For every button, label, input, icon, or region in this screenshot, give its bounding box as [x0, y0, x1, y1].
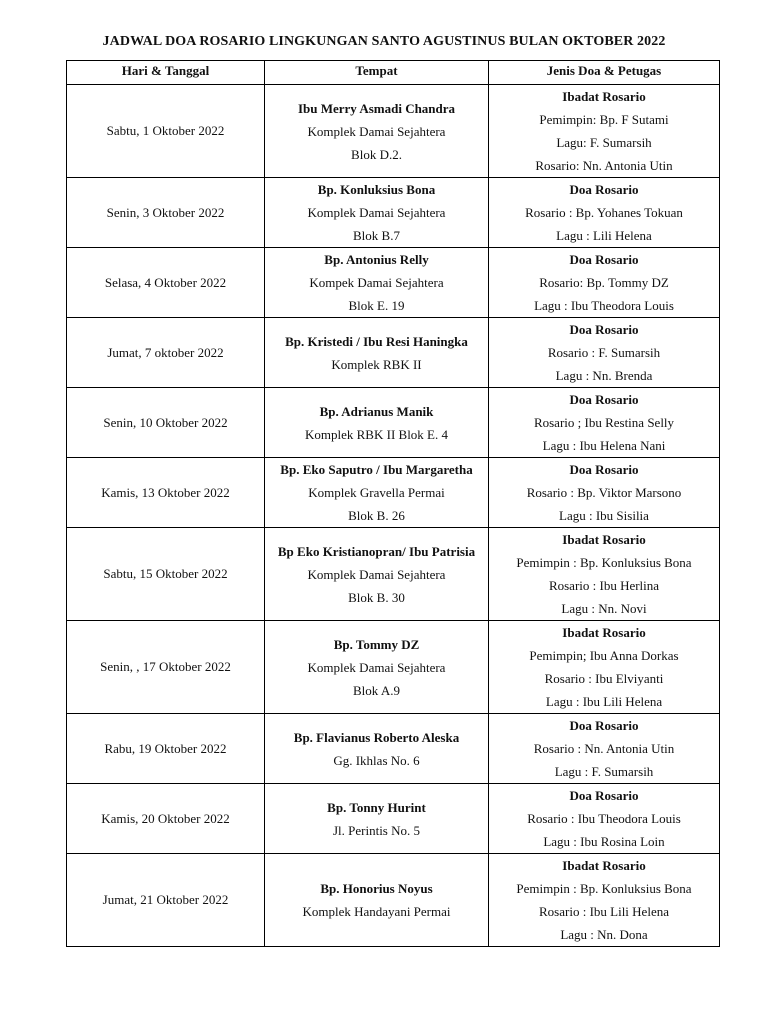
place-address-line: Komplek Damai Sejahtera — [307, 659, 446, 675]
prayer-officers-cell — [489, 318, 720, 388]
officer-line: Rosario : Ibu Lili Helena — [539, 904, 669, 919]
place-address-line: Komplek Damai Sejahtera — [307, 205, 446, 220]
host-name: Bp. Honorius Noyus — [320, 881, 433, 896]
prayer-officers-cell — [489, 528, 720, 621]
prayer-type: Doa Rosario — [569, 462, 639, 477]
place-address-line: Komplek RBK II — [331, 356, 422, 372]
prayer-officers-cell — [489, 854, 720, 947]
date-cell: Jumat, 7 oktober 2022 — [67, 318, 265, 388]
host-name: Ibu Merry Asmadi Chandra — [297, 100, 456, 116]
prayer-officers-cell — [489, 458, 720, 528]
place-cell — [265, 854, 489, 947]
officer-line: Rosario : Ibu Herlina — [548, 578, 660, 593]
prayer-type: Doa Rosario — [569, 392, 639, 407]
officer-line: Rosario: Nn. Antonia Utin — [535, 158, 673, 173]
host-name: Bp. Flavianus Roberto Aleska — [293, 729, 460, 745]
officer-line: Rosario : Ibu Elviyanti — [544, 671, 664, 686]
table-row — [67, 621, 720, 714]
prayer-type: Doa Rosario — [569, 718, 639, 733]
place-address-line: Gg. Ikhlas No. 6 — [333, 752, 420, 768]
place-cell — [265, 318, 489, 388]
prayer-type: Ibadat Rosario — [562, 625, 646, 640]
officer-line: Lagu : Ibu Theodora Louis — [534, 298, 674, 313]
officer-line: Lagu : F. Sumarsih — [554, 764, 654, 779]
table-row — [67, 388, 720, 458]
prayer-officers-cell — [489, 178, 720, 248]
header-place: Tempat — [265, 61, 489, 85]
place-cell — [265, 388, 489, 458]
place-cell — [265, 528, 489, 621]
host-name: Bp. Eko Saputro / Ibu Margaretha — [280, 462, 473, 477]
date-cell: Senin, 10 Oktober 2022 — [67, 388, 265, 458]
place-address-line: Jl. Perintis No. 5 — [332, 822, 421, 838]
officer-line: Lagu : Ibu Sisilia — [559, 508, 649, 523]
table-row — [67, 784, 720, 854]
prayer-type: Ibadat Rosario — [562, 89, 646, 104]
officer-line: Lagu : Lili Helena — [556, 228, 652, 243]
date-cell: Kamis, 20 Oktober 2022 — [67, 784, 265, 854]
officer-line: Pemimpin : Bp. Konluksius Bona — [516, 881, 692, 896]
date-cell: Senin, 3 Oktober 2022 — [67, 178, 265, 248]
place-cell — [265, 248, 489, 318]
place-cell — [265, 458, 489, 528]
document-title: JADWAL DOA ROSARIO LINGKUNGAN SANTO AGUSTINUS BULAN OKTOBER 2022 — [102, 34, 666, 49]
prayer-officers-cell — [489, 248, 720, 318]
prayer-officers-cell — [489, 784, 720, 854]
date-cell: Kamis, 13 Oktober 2022 — [67, 458, 265, 528]
place-address-line: Komplek Damai Sejahtera — [307, 566, 446, 582]
host-name: Bp. Konluksius Bona — [317, 182, 436, 197]
date-cell: Sabtu, 1 Oktober 2022 — [67, 85, 265, 178]
officer-line: Pemimpin: Bp. F Sutami — [539, 112, 669, 127]
officer-line: Rosario : Bp. Yohanes Tokuan — [525, 205, 683, 220]
place-cell — [265, 714, 489, 784]
prayer-officers-cell — [489, 714, 720, 784]
officer-line: Rosario : Nn. Antonia Utin — [533, 741, 675, 756]
place-address-line: Komplek RBK II Blok E. 4 — [305, 426, 448, 442]
header-date: Hari & Tanggal — [67, 61, 265, 85]
date-cell: Selasa, 4 Oktober 2022 — [67, 248, 265, 318]
table-row — [67, 714, 720, 784]
officer-line: Lagu : Nn. Dona — [560, 927, 648, 942]
prayer-type: Doa Rosario — [569, 788, 639, 803]
table-row — [67, 458, 720, 528]
prayer-type: Doa Rosario — [569, 322, 639, 337]
officer-line: Pemimpin; Ibu Anna Dorkas — [529, 648, 679, 663]
place-address-line: Blok B.7 — [353, 228, 400, 243]
officer-line: Rosario : Bp. Viktor Marsono — [526, 485, 682, 500]
prayer-type: Ibadat Rosario — [562, 532, 646, 547]
table-row — [67, 854, 720, 947]
officer-line: Lagu : Nn. Novi — [561, 601, 647, 616]
date-cell: Rabu, 19 Oktober 2022 — [67, 714, 265, 784]
schedule-body — [67, 85, 720, 947]
prayer-type: Ibadat Rosario — [562, 858, 646, 873]
place-cell — [265, 85, 489, 178]
place-address-line: Komplek Damai Sejahtera — [307, 123, 446, 139]
table-row — [67, 528, 720, 621]
officer-line: Lagu: F. Sumarsih — [556, 135, 652, 150]
officer-line: Lagu : Ibu Rosina Loin — [543, 834, 665, 849]
prayer-type: Doa Rosario — [569, 182, 639, 197]
place-address-line: Komplek Gravella Permai — [308, 485, 445, 500]
place-address-line: Kompek Damai Sejahtera — [309, 275, 444, 290]
host-name: Bp. Kristedi / Ibu Resi Haningka — [285, 333, 468, 349]
host-name: Bp. Tonny Hurint — [327, 799, 426, 815]
table-header-row — [67, 61, 720, 85]
officer-line: Lagu : Nn. Brenda — [555, 368, 653, 383]
table-row — [67, 178, 720, 248]
place-cell — [265, 784, 489, 854]
host-name: Bp. Adrianus Manik — [319, 403, 434, 419]
officer-line: Lagu : Ibu Lili Helena — [545, 694, 663, 709]
header-prayer-officers: Jenis Doa & Petugas — [489, 61, 720, 85]
prayer-type: Doa Rosario — [569, 252, 639, 267]
table-row — [67, 318, 720, 388]
prayer-officers-cell — [489, 388, 720, 458]
place-address-line: Blok B. 26 — [348, 508, 405, 523]
officer-line: Rosario : F. Sumarsih — [547, 345, 661, 360]
date-cell: Sabtu, 15 Oktober 2022 — [67, 528, 265, 621]
host-name: Bp Eko Kristianopran/ Ibu Patrisia — [277, 543, 476, 559]
schedule-table — [66, 60, 720, 947]
place-address-line: Blok B. 30 — [348, 589, 405, 605]
place-address-line: Blok E. 19 — [348, 298, 405, 313]
officer-line: Lagu : Ibu Helena Nani — [542, 438, 666, 453]
prayer-officers-cell — [489, 621, 720, 714]
place-address-line: Blok A.9 — [353, 682, 400, 698]
officer-line: Pemimpin : Bp. Konluksius Bona — [516, 555, 692, 570]
officer-line: Rosario : Ibu Theodora Louis — [527, 811, 681, 826]
host-name: Bp. Antonius Relly — [324, 252, 429, 267]
officer-line: Rosario: Bp. Tommy DZ — [539, 275, 669, 290]
table-row — [67, 85, 720, 178]
place-address-line: Komplek Handayani Permai — [302, 904, 451, 919]
host-name: Bp. Tommy DZ — [333, 636, 420, 652]
prayer-officers-cell — [489, 85, 720, 178]
place-address-line: Blok D.2. — [351, 146, 402, 162]
date-cell: Jumat, 21 Oktober 2022 — [67, 854, 265, 947]
table-row — [67, 248, 720, 318]
place-cell — [265, 621, 489, 714]
place-cell — [265, 178, 489, 248]
date-cell: Senin, , 17 Oktober 2022 — [67, 621, 265, 714]
officer-line: Rosario ; Ibu Restina Selly — [533, 415, 675, 430]
